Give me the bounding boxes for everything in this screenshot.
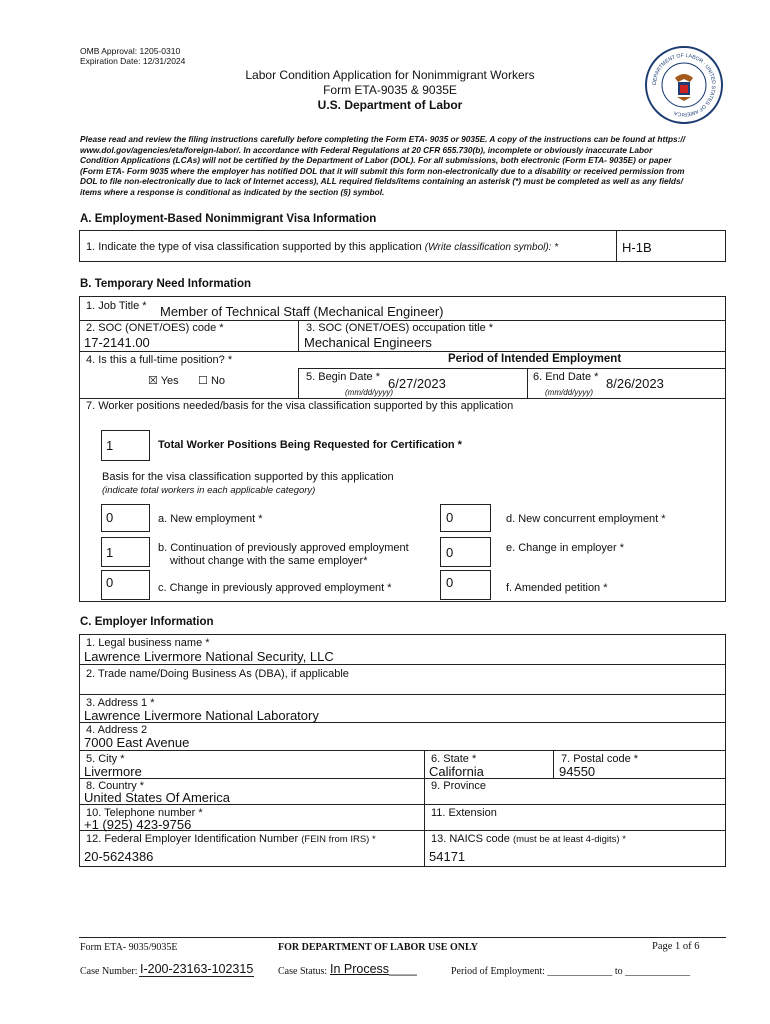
- soc-title-label: 3. SOC (ONET/OES) occupation title *: [306, 322, 494, 334]
- fulltime-label: 4. Is this a full-time position? *: [86, 354, 233, 366]
- no-label: No: [210, 375, 225, 387]
- naics-label: 13. NAICS code (must be at least 4-digits) *: [431, 833, 626, 845]
- change-employer-field[interactable]: 0: [446, 545, 454, 560]
- city-label: 5. City *: [86, 753, 125, 765]
- legal-name-label: 1. Legal business name *: [86, 637, 210, 649]
- case-status-field[interactable]: In Process____: [330, 962, 417, 976]
- address1-label: 3. Address 1 *: [86, 697, 155, 709]
- legal-name-field[interactable]: Lawrence Livermore National Security, LLC: [84, 649, 334, 664]
- postal-field[interactable]: 94550: [559, 764, 596, 779]
- end-date-field[interactable]: 8/26/2023: [606, 376, 664, 391]
- fein-label: 12. Federal Employer Identification Number (FEIN from IRS) *: [86, 833, 376, 845]
- basis-hint: (indicate total workers in each applicable category): [102, 485, 316, 496]
- phone-field[interactable]: +1 (925) 423-9756: [84, 817, 192, 832]
- extension-label: 11. Extension: [431, 807, 497, 819]
- continuation-field[interactable]: 1: [106, 545, 114, 560]
- seal-text: DEPARTMENT OF LABOR · UNITED STATES OF AMERICA: [651, 52, 717, 118]
- change-previous-label: c. Change in previously approved employment *: [158, 582, 392, 594]
- instruction-line: (Form ETA- Form 9035 where the employer has notified DOL that it will submit this form non-electronically due to a disability or received permission from: [80, 165, 685, 176]
- instruction-line: DOL to file non-electronically due to lack of Internet access), ALL required fields/items containing an asterisk (*) must be completed as well as any fields/: [80, 176, 683, 187]
- country-label: 8. Country *: [86, 780, 145, 792]
- dol-use-only: FOR DEPARTMENT OF LABOR USE ONLY: [278, 942, 478, 953]
- case-number-field[interactable]: I-200-23163-102315: [140, 962, 254, 976]
- begin-date-label: 5. Begin Date *: [306, 371, 380, 383]
- new-employment-box[interactable]: [101, 504, 150, 532]
- case-number: Case Number:: [80, 966, 138, 977]
- postal-label: 7. Postal code *: [561, 753, 639, 765]
- instruction-line: Condition Applications (LCAs) will not be certified by the Department of Labor (DOL). For all submissions, both electronic (Form ETA- 9035E) or paper: [80, 155, 672, 166]
- total-positions-label: Total Worker Positions Being Requested for Certification *: [158, 439, 462, 451]
- amended-field[interactable]: 0: [446, 575, 454, 590]
- naics-field[interactable]: 54171: [429, 849, 466, 864]
- case-status-label: Case Status:: [278, 966, 328, 977]
- page-number: Page 1 of 6: [652, 941, 700, 952]
- begin-date-hint: (mm/dd/yyyy): [345, 388, 393, 397]
- dol-seal-icon: [645, 46, 723, 124]
- instruction-line: www.dol.gov/agencies/eta/foreign-labor/. In accordance with Federal Regulations at 20 CFR 655.730(b), incomplete or obviously inaccurate Labor: [80, 144, 653, 155]
- total-positions-box[interactable]: [101, 430, 150, 461]
- yes-option[interactable]: [148, 374, 179, 387]
- q7-label: 7. Worker positions needed/basis for the visa classification supported by this application: [86, 400, 514, 412]
- total-positions-field[interactable]: 1: [106, 438, 114, 453]
- visa-type-field[interactable]: H-1B: [622, 240, 652, 255]
- yes-label: Yes: [160, 375, 179, 387]
- visa-type-label: 1. Indicate the type of visa classification supported by this application (Write classification symbol): *: [86, 241, 559, 253]
- soc-title-field[interactable]: Mechanical Engineers: [304, 335, 432, 350]
- section-a-title: A. Employment-Based Nonimmigrant Visa Information: [80, 213, 377, 225]
- new-employment-field[interactable]: 0: [106, 510, 114, 525]
- soc-code-field[interactable]: 17-2141.00: [84, 335, 150, 350]
- change-previous-box[interactable]: [101, 570, 150, 600]
- soc-code-label: 2. SOC (ONET/OES) code *: [86, 322, 224, 334]
- instruction-line: Please read and review the filing instructions carefully before completing the Form ETA- 9035 or 9035E. A copy of the instructions can be found at https://: [80, 134, 686, 144]
- omb-approval: OMB Approval: 1205-0310: [80, 46, 181, 56]
- instructions: [80, 134, 720, 198]
- no-option[interactable]: [198, 374, 225, 387]
- province-label: 9. Province: [431, 780, 487, 792]
- continuation-box[interactable]: [101, 537, 150, 567]
- instruction-line: items where a response is conditional as indicated by the section (§) symbol.: [80, 186, 385, 197]
- address2-field[interactable]: 7000 East Avenue: [84, 735, 190, 750]
- end-date-label: 6. End Date *: [533, 371, 599, 383]
- city-field[interactable]: Livermore: [84, 764, 142, 779]
- phone-label: 10. Telephone number *: [86, 807, 203, 819]
- state-label: 6. State *: [431, 753, 477, 765]
- title-line-1: Labor Condition Application for Nonimmigrant Workers: [245, 68, 535, 82]
- title-line-3: U.S. Department of Labor: [317, 98, 463, 112]
- concurrent-label: d. New concurrent employment *: [506, 513, 666, 525]
- period-of-employment: Period of Employment: _____________ to _____________: [451, 966, 691, 977]
- job-title-field[interactable]: Member of Technical Staff (Mechanical Engineer): [160, 304, 444, 319]
- continuation-label-2: without change with the same employer*: [170, 555, 368, 567]
- job-title-label: 1. Job Title *: [86, 300, 147, 312]
- address1-field[interactable]: Lawrence Livermore National Laboratory: [84, 708, 319, 723]
- country-field[interactable]: United States Of America: [84, 790, 230, 805]
- address2-label: 4. Address 2: [86, 724, 148, 736]
- amended-label: f. Amended petition *: [506, 582, 608, 594]
- fein-field[interactable]: 20-5624386: [84, 849, 154, 864]
- dba-label: 2. Trade name/Doing Business As (DBA), if applicable: [86, 668, 349, 680]
- title-line-2: Form ETA-9035 & 9035E: [323, 83, 457, 97]
- change-employer-box[interactable]: [440, 537, 491, 567]
- state-field[interactable]: California: [429, 764, 484, 779]
- section-b-title: B. Temporary Need Information: [80, 278, 252, 290]
- change-previous-field[interactable]: 0: [106, 575, 114, 590]
- end-date-hint: (mm/dd/yyyy): [545, 388, 593, 397]
- expiration-date: Expiration Date: 12/31/2024: [80, 56, 186, 66]
- yes-checkbox[interactable]: ☒: [148, 375, 158, 387]
- form-id: Form ETA- 9035/9035E: [80, 942, 178, 953]
- amended-box[interactable]: [440, 570, 491, 600]
- change-employer-label: e. Change in employer *: [506, 542, 625, 554]
- continuation-label-1: b. Continuation of previously approved employment: [158, 542, 409, 554]
- concurrent-field[interactable]: 0: [446, 510, 454, 525]
- no-checkbox[interactable]: ☐: [198, 375, 208, 387]
- begin-date-field[interactable]: 6/27/2023: [388, 376, 446, 391]
- section-c-title: C. Employer Information: [80, 616, 214, 628]
- concurrent-box[interactable]: [440, 504, 491, 532]
- new-employment-label: a. New employment *: [158, 513, 263, 525]
- basis-title: Basis for the visa classification supported by this application: [102, 471, 394, 483]
